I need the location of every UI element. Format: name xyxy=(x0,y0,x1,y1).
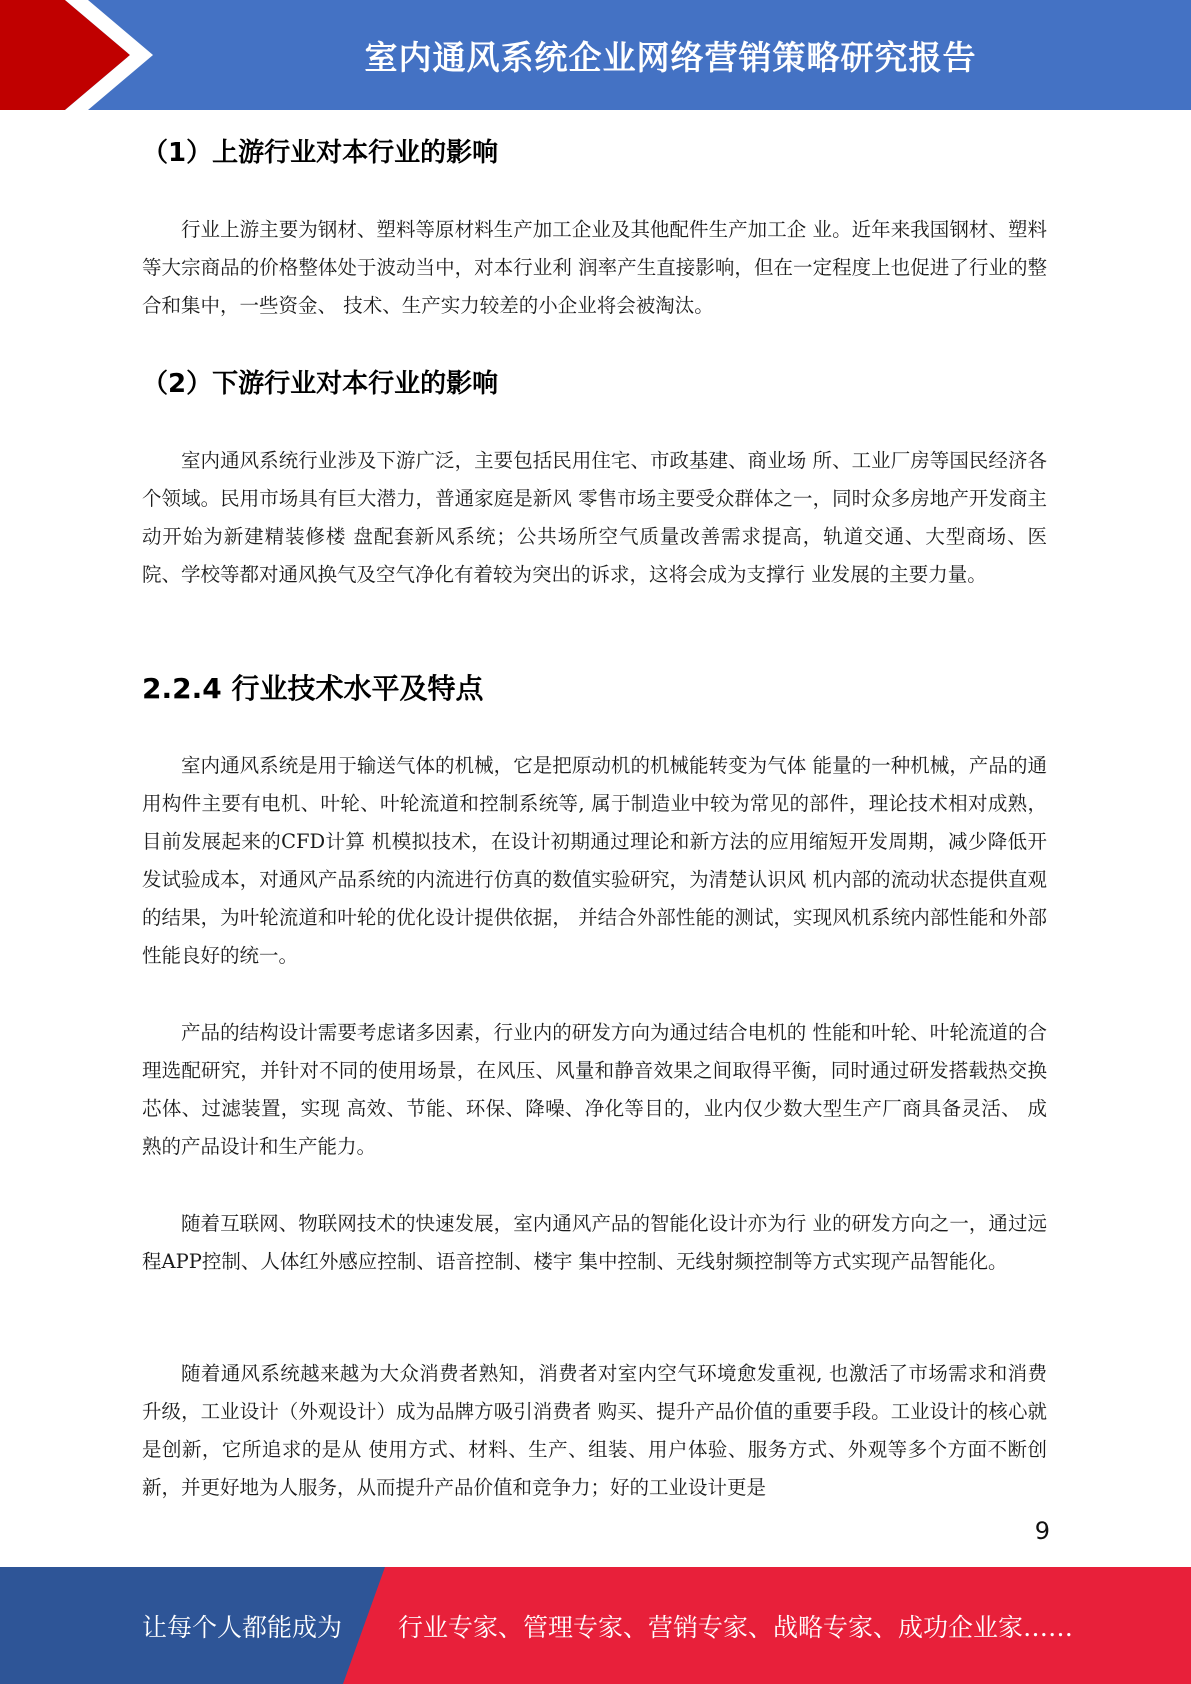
tech-paragraph-1: 室内通风系统是用于输送气体的机械，它是把原动机的机械能转变为气体 能量的一种机械，产品的通用构件主要有电机、叶轮、叶轮流道和控制系统等, 属于制造业中较为常见的部件，理论技术相对成熟，目前发展起来的CFD计算 机模拟技术，在设计初期通过理论和新方法的应用缩短开发周期，减少降低开 发试验成本，对通风产品系统的内流进行仿真的数值实验研究，为清楚认识风 机内部的流动状态提供直观的结果，为叶轮流道和叶轮的优化设计提供依据， 并结合外部性能的测试，实现风机系统内部性能和外部性能良好的统一。 xyxy=(142,754,1047,967)
upstream-paragraph: 行业上游主要为钢材、塑料等原材料生产加工企业及其他配件生产加工企 业。近年来我国钢材、塑料等大宗商品的价格整体处于波动当中，对本行业利 润率产生直接影响，但在一定程度上也促进了行业的整合和集中，一些资金、 技术、生产实力较差的小企业将会被淘汰。 xyxy=(142,218,1047,317)
report-title: 室内通风系统企业网络营销策略研究报告 xyxy=(364,37,977,77)
downstream-heading: （2）下游行业对本行业的影响 xyxy=(142,369,499,399)
smart-design-paragraph: 随着互联网、物联网技术的快速发展，室内通风产品的智能化设计亦为行 业的研发方向之一，通过远程APP控制、人体红外感应控制、语音控制、楼宇 集中控制、无线射频控制等方式实现产品智能化。 xyxy=(142,1212,1047,1273)
downstream-paragraph: 室内通风系统行业涉及下游广泛，主要包括民用住宅、市政基建、商业场 所、工业厂房等国民经济各个领域。民用市场具有巨大潜力，普通家庭是新风 零售市场主要受众群体之一，同时众多房地产开发商主动开始为新建精装修楼 盘配套新风系统；公共场所空气质量改善需求提高，轨道交通、大型商场、医 院、学校等都对通风换气及空气净化有着较为突出的诉求，这将会成为支撑行 业发展的主要力量。 xyxy=(142,449,1047,586)
tech-paragraph-2: 产品的结构设计需要考虑诸多因素，行业内的研发方向为通过结合电机的 性能和叶轮、叶轮流道的合理选配研究，并针对不同的使用场景，在风压、风量和静音效果之间取得平衡，同时通过研发搭载热交换芯体、过滤装置，实现 高效、节能、环保、降噪、净化等目的，业内仅少数大型生产厂商具备灵活、 成熟的产品设计和生产能力。 xyxy=(142,1021,1047,1158)
tech-heading: 2.2.4 行业技术水平及特点 xyxy=(142,672,484,705)
page-number: 9 xyxy=(1034,1517,1050,1545)
footer-slogan-right: 行业专家、管理专家、营销专家、战略专家、成功企业家…… xyxy=(398,1612,1074,1642)
page-header xyxy=(0,0,1191,110)
footer-slogan-left: 让每个人都能成为 xyxy=(142,1612,343,1642)
industrial-design-paragraph: 随着通风系统越来越为大众消费者熟知，消费者对室内空气环境愈发重视, 也激活了市场需求和消费升级，工业设计（外观设计）成为品牌方吸引消费者 购买、提升产品价值的重要手段。工业设计的核心就是创新，它所追求的是从 使用方式、材料、生产、组装、用户体验、服务方式、外观等多个方面不断创 新，并更好地为人服务，从而提升产品价值和竞争力；好的工业设计更是 xyxy=(142,1362,1047,1499)
page-footer xyxy=(0,1567,1191,1684)
upstream-heading: （1）上游行业对本行业的影响 xyxy=(142,138,499,168)
